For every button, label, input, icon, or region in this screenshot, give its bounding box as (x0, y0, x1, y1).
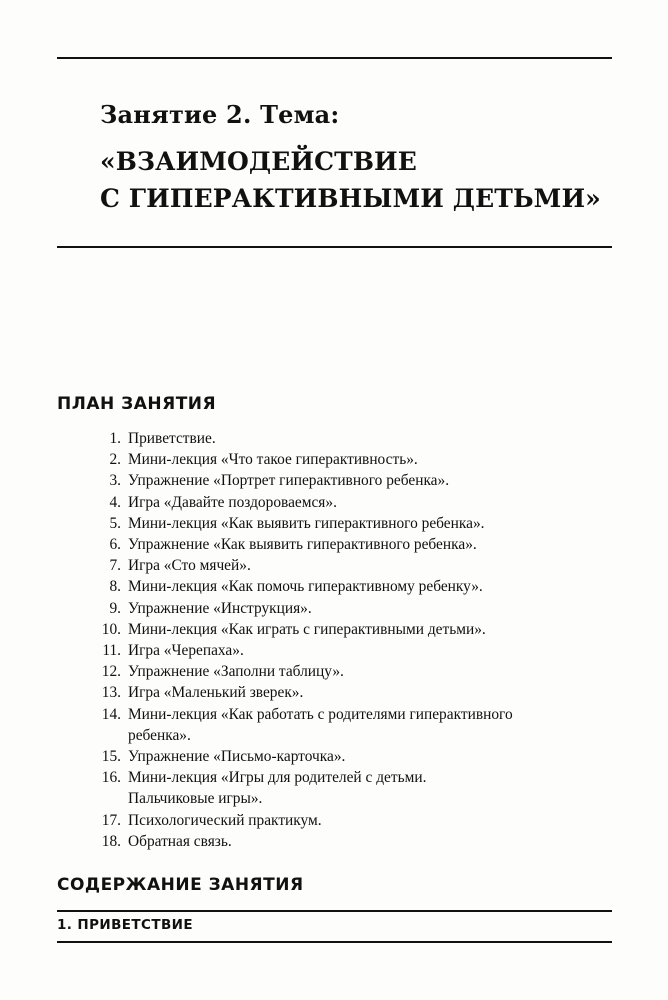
list-item (80, 619, 513, 640)
item-number: 11. (102, 642, 121, 660)
list-item (80, 449, 513, 470)
chapter-title-line-2: С ГИПЕРАКТИВНЫМИ ДЕТЬМИ» (100, 184, 601, 213)
top-rule (57, 57, 612, 59)
section-1-heading: 1. ПРИВЕТСТВИЕ (57, 917, 193, 933)
item-number: 4. (109, 493, 121, 511)
chapter-title-line-1: «ВЗАИМОДЕЙСТВИЕ (100, 147, 417, 176)
list-item (80, 492, 513, 513)
list-item (80, 746, 513, 767)
content-heading: СОДЕРЖАНИЕ ЗАНЯТИЯ (57, 875, 304, 895)
list-item (80, 428, 513, 449)
item-number: 12. (101, 663, 121, 681)
item-number: 7. (109, 557, 121, 575)
item-text: Упражнение «Письмо-карточка». (128, 748, 346, 766)
item-text: Мини-лекция «Что такое гиперактивность». (128, 451, 418, 469)
item-text: Упражнение «Заполни таблицу». (128, 663, 344, 681)
item-text: Мини-лекция «Как играть с гиперактивными детьми». (128, 620, 486, 638)
item-number: 17. (101, 811, 121, 829)
item-text-continued: ребенка». (128, 726, 191, 744)
item-number: 10. (101, 620, 121, 638)
list-item (80, 534, 513, 555)
item-text: Мини-лекция «Как помочь гиперактивному ребенку». (128, 578, 483, 596)
item-text: Игра «Маленький зверек». (128, 684, 304, 702)
item-text: Приветствие. (128, 430, 216, 447)
item-text: Игра «Черепаха». (128, 642, 244, 660)
chapter-title (100, 143, 601, 217)
item-text: Игра «Сто мячей». (128, 557, 251, 575)
item-text-continued: Пальчиковые игры». (128, 790, 263, 808)
item-number: 14. (101, 705, 121, 723)
item-number: 15. (101, 748, 121, 766)
list-item (80, 767, 513, 809)
item-text: Игра «Давайте поздороваемся». (128, 493, 337, 511)
list-item (80, 661, 513, 682)
item-text: Мини-лекция «Как выявить гиперактивного ребенка». (128, 514, 485, 532)
item-number: 2. (109, 451, 121, 469)
item-text: Психологический практикум. (128, 811, 322, 829)
list-item (80, 640, 513, 661)
item-number: 18. (101, 832, 121, 850)
item-number: 6. (109, 536, 121, 554)
chapter-label: Занятие 2. Тема: (100, 100, 340, 129)
item-number: 13. (101, 684, 121, 702)
item-number: 5. (109, 514, 121, 532)
section-top-rule (57, 910, 612, 912)
item-text: Упражнение «Портрет гиперактивного ребенка». (128, 472, 450, 490)
list-item (80, 513, 513, 534)
item-text: Упражнение «Как выявить гиперактивного ребенка». (128, 536, 477, 554)
item-number: 3. (109, 472, 121, 490)
list-item (80, 704, 513, 746)
list-item (80, 682, 513, 703)
plan-heading: ПЛАН ЗАНЯТИЯ (57, 394, 217, 414)
item-number: 16. (101, 769, 121, 787)
item-number: 9. (109, 599, 121, 617)
list-item (80, 470, 513, 491)
item-number: 1. (109, 430, 121, 447)
list-item (80, 576, 513, 597)
item-number: 8. (109, 578, 121, 596)
item-text: Мини-лекция «Игры для родителей с детьми. (128, 769, 427, 787)
section-bottom-rule (57, 941, 612, 943)
item-text: Упражнение «Инструкция». (128, 599, 312, 617)
item-text: Обратная связь. (128, 832, 232, 850)
list-item (80, 555, 513, 576)
list-item (80, 831, 513, 852)
list-item (80, 598, 513, 619)
plan-list (80, 428, 513, 852)
item-text: Мини-лекция «Как работать с родителями гиперактивного (128, 705, 513, 723)
title-bottom-rule (57, 246, 612, 248)
list-item (80, 810, 513, 831)
